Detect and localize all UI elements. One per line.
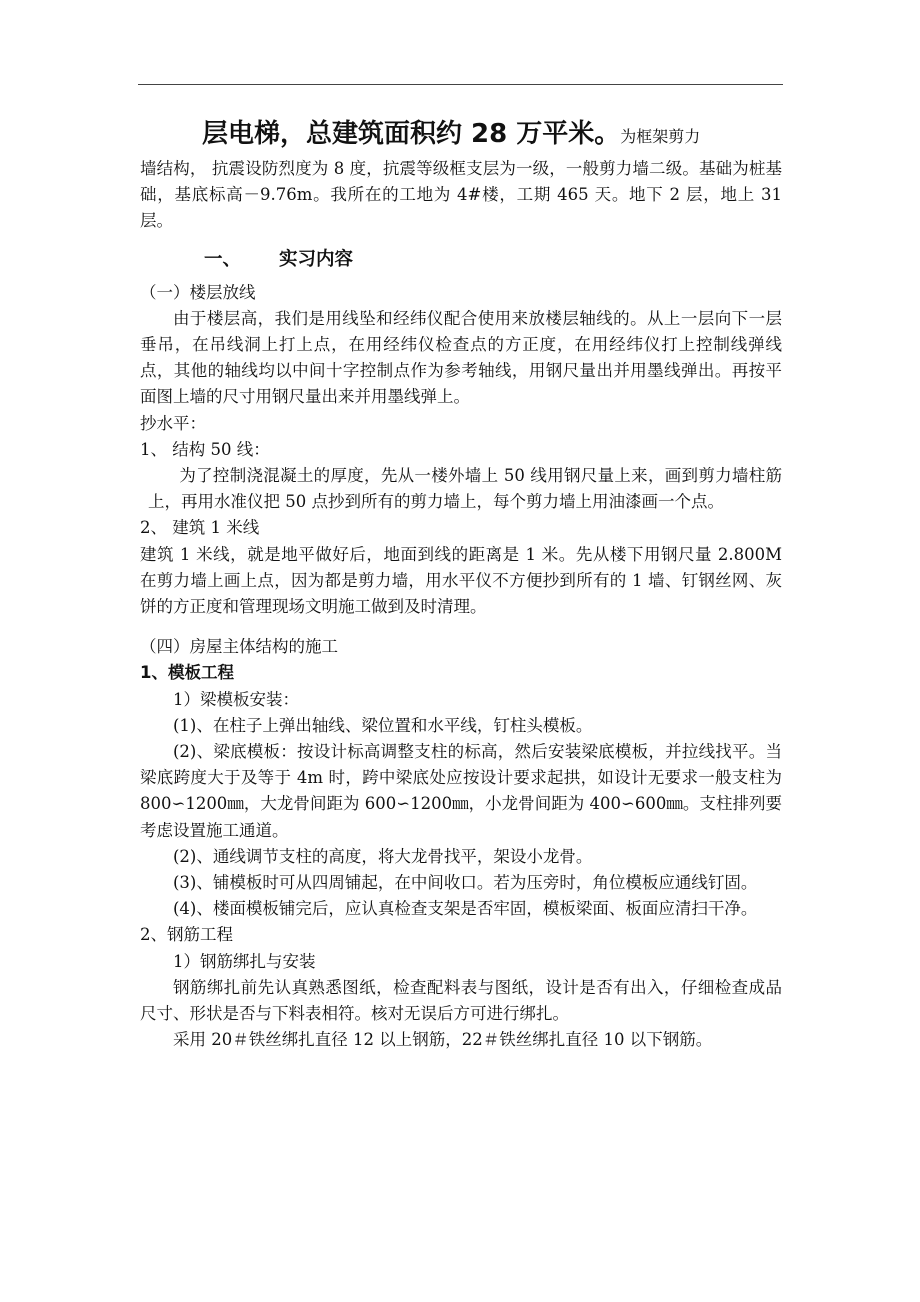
rebar-paragraph: 钢筋绑扎前先认真熟悉图纸，检查配料表与图纸，设计是否有出入，仔细检查成品尺寸、形状是否与下料表相符。核对无误后方可进行绑扎。: [140, 977, 782, 1024]
header-rule: [138, 84, 783, 85]
document-body: [140, 112, 782, 1054]
beam-formwork-heading: 1）梁模板安装：: [173, 689, 299, 709]
floor-layout-heading: （一）楼层放线: [140, 282, 256, 302]
formwork-step: (4)、楼面模板铺完后，应认真检查支架是否牢固，模板梁面、板面应清扫干净。: [173, 899, 758, 919]
formwork-step: (1)、在柱子上弹出轴线、梁位置和水平线，钉柱头模板。: [173, 715, 593, 735]
formwork-heading: 1、模板工程: [140, 663, 234, 683]
intro-paragraph: 墙结构， 抗震设防烈度为 8 度，抗震等级框支层为一级，一般剪力墙二级。基础为桩基础，基底标高－9.76m。我所在的工地为 4#楼，工期 465 天。地下 2 层，地上 31 层。: [140, 159, 782, 231]
intro-big-text: 层电梯，总建筑面积约 28 万平米。: [202, 119, 621, 149]
rebar-heading: 2、钢筋工程: [140, 925, 233, 945]
rebar-paragraph: 采用 20＃铁丝绑扎直径 12 以上钢筋，22＃铁丝绑扎直径 10 以下钢筋。: [173, 1030, 713, 1050]
item1-heading: 1、 结构 50 线：: [140, 439, 270, 459]
formwork-step: (2)、梁底模板：按设计标高调整支柱的标高，然后安装梁底模板，并拉线找平。当梁底跨度大于及等于 4m 时，跨中梁底处应按设计要求起拱，如设计无要求一般支柱为 800∽1200㎜，大龙骨间距为 600∽1200㎜，小龙骨间距为 400∽600㎜。支柱排列要考虑设置施工通道。: [140, 742, 782, 840]
section-heading-practice: [140, 245, 782, 275]
item2-heading: 2、 建筑 1 米线: [140, 518, 260, 538]
rebar-subheading: 1）钢筋绑扎与安装: [173, 951, 316, 971]
formwork-step: (3)、铺模板时可从四周铺起，在中间收口。若为压旁时，角位模板应通线钉固。: [173, 873, 758, 893]
intro-tail-text: 为框架剪力: [620, 127, 701, 146]
intro-first-line: [140, 112, 782, 156]
item2-paragraph: 建筑 1 米线，就是地平做好后，地面到线的距离是 1 米。先从楼下用钢尺量 2.800M 在剪力墙上画上点，因为都是剪力墙，用水平仪不方便抄到所有的 1 墙、钉钢丝网、灰饼的方正度和管理现场文明施工做到及时清理。: [140, 544, 782, 617]
section-title: 实习内容: [279, 248, 354, 270]
formwork-step: (2)、通线调节支柱的高度，将大龙骨找平，架设小龙骨。: [173, 846, 593, 866]
leveling-heading: 抄水平：: [140, 413, 206, 433]
item1-paragraph: 为了控制浇混凝土的厚度，先从一楼外墙上 50 线用钢尺量上来，画到剪力墙柱筋上，再用水准仪把 50 点抄到所有的剪力墙上，每个剪力墙上用油漆画一个点。: [148, 466, 782, 512]
structure-heading: （四）房屋主体结构的施工: [140, 637, 338, 657]
floor-layout-paragraph: 由于楼层高，我们是用线坠和经纬仪配合使用来放楼层轴线的。从上一层向下一层垂吊，在吊线洞上打上点，在用经纬仪检查点的方正度，在用经纬仪打上控制线弹线点，其他的轴线均以中间十字控制点作为参考轴线，用钢尺量出并用墨线弹出。再按平面图上墙的尺寸用钢尺量出来并用墨线弹上。: [140, 308, 782, 407]
section-number: 一、: [204, 248, 242, 270]
